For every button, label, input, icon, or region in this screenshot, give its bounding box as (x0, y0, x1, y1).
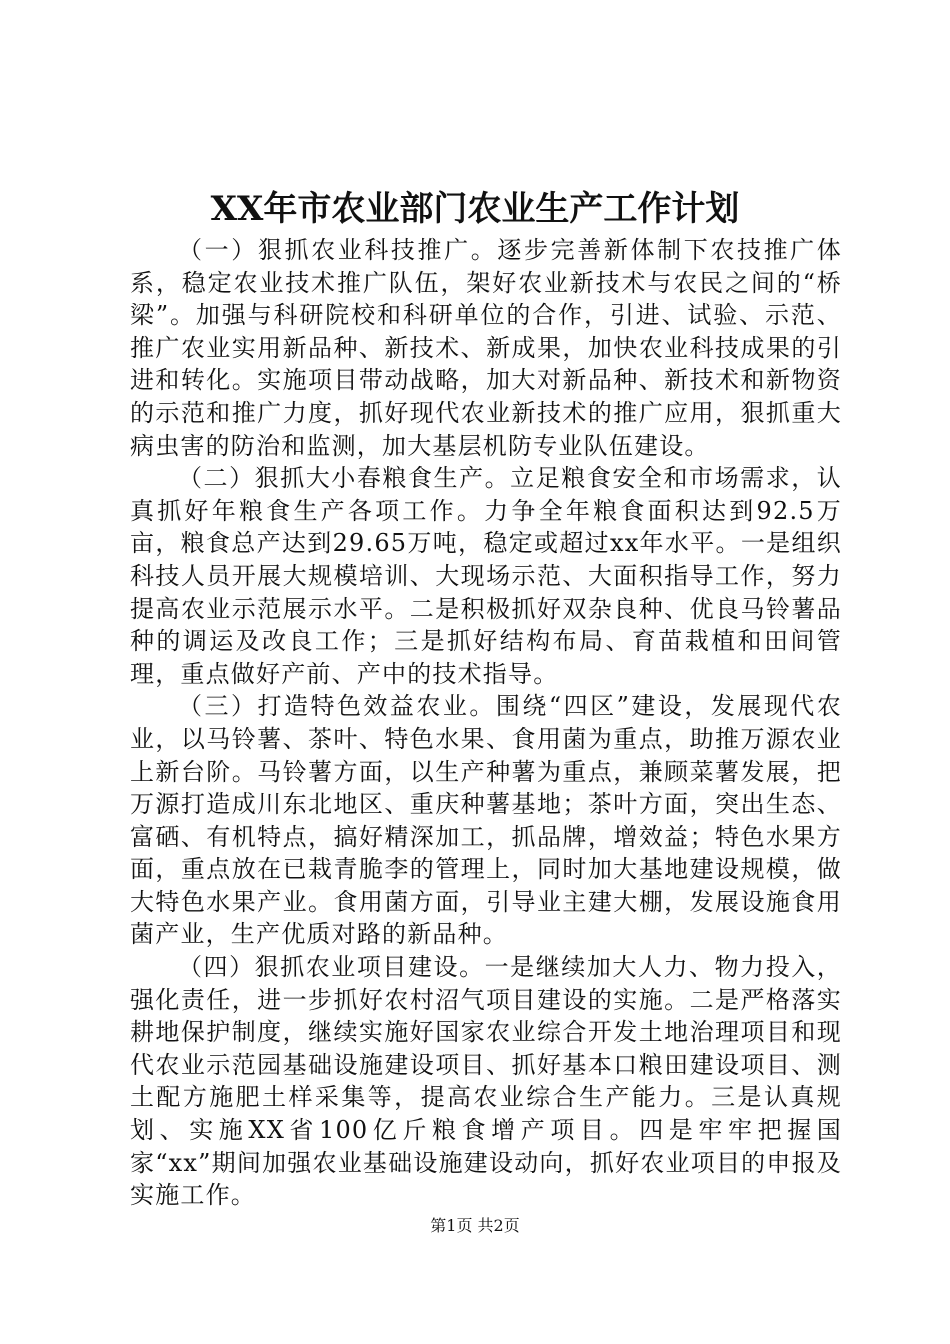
paragraph-4: （四）狠抓农业项目建设。一是继续加大人力、物力投入，强化责任，进一步抓好农村沼气项目建设的实施。二是严格落实耕地保护制度，继续实施好国家农业综合开发土地治理项目和现代农业示范园基础设施建设项目、抓好基本口粮田建设项目、测土配方施肥土样采集等，提高农业综合生产能力。三是认真规划、实施XX省100亿斤粮食增产项目。四是牢牢把握国家“xx”期间加强农业基础设施建设动向，抓好农业项目的申报及实施工作。 (130, 953, 842, 1210)
paragraph-3: （三）打造特色效益农业。围绕“四区”建设，发展现代农业，以马铃薯、茶叶、特色水果、食用菌为重点，助推万源农业上新台阶。马铃薯方面，以生产种薯为重点，兼顾菜薯发展，把万源打造成川东北地区、重庆种薯基地；茶叶方面，突出生态、富硒、有机特点，搞好精深加工，抓品牌，增效益；特色水果方面，重点放在已栽青脆李的管理上，同时加大基地建设规模，做大特色水果产业。食用菌方面，引导业主建大棚，发展设施食用菌产业，生产优质对路的新品种。 (130, 692, 842, 949)
paragraph-2: （二）狠抓大小春粮食生产。立足粮食安全和市场需求，认真抓好年粮食生产各项工作。力争全年粮食面积达到92.5万亩，粮食总产达到29.65万吨，稳定或超过xx年水平。一是组织科技人员开展大规模培训、大现场示范、大面积指导工作，努力提高农业示范展示水平。二是积极抓好双杂良种、优良马铃薯品种的调运及改良工作；三是抓好结构布局、育苗栽植和田间管理，重点做好产前、产中的技术指导。 (130, 464, 842, 688)
paragraph-1: （一）狠抓农业科技推广。逐步完善新体制下农技推广体系，稳定农业技术推广队伍，架好农业新技术与农民之间的“桥梁”。加强与科研院校和科研单位的合作，引进、试验、示范、推广农业实用新品种、新技术、新成果，加快农业科技成果的引进和转化。实施项目带动战略，加大对新品种、新技术和新物资的示范和推广力度，抓好现代农业新技术的推广应用，狠抓重大病虫害的防治和监测，加大基层机防专业队伍建设。 (130, 236, 842, 460)
document-body (130, 234, 842, 1212)
page-number-footer: 第1页 共2页 (430, 1216, 520, 1235)
document-title: XX年市农业部门农业生产工作计划 (210, 189, 740, 229)
